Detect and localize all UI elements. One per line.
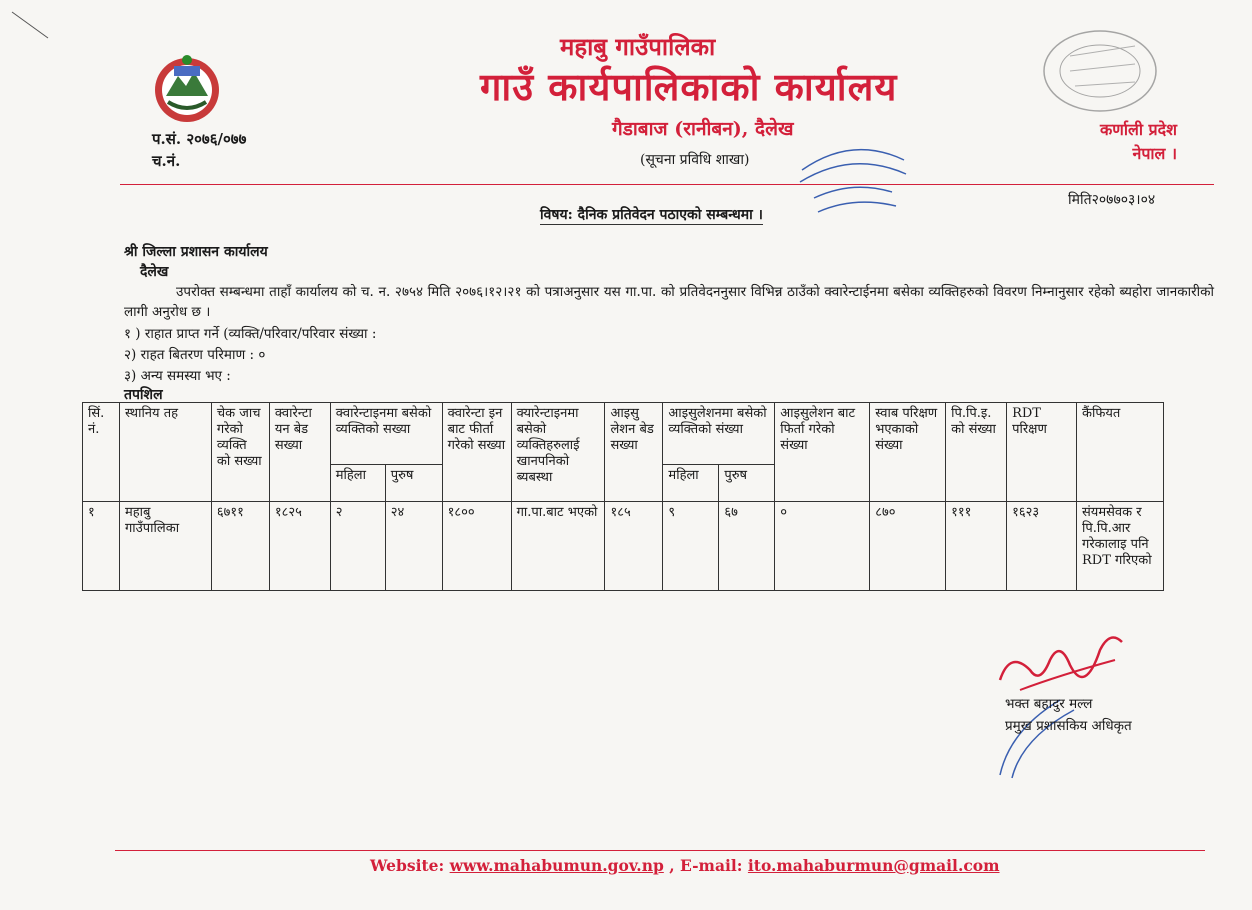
col-isolation-beds: आइसु लेशन बेड सख्या [605, 403, 663, 502]
col-quarantine-people: क्वारेन्टाइनमा बसेको व्यक्तिको सख्या [330, 403, 442, 465]
letter-date: मिति२०७७०३।०४ [1068, 192, 1156, 208]
nepal-emblem-icon [150, 52, 224, 124]
signatory-title: प्रमुख प्रशासकिय अधिकृत [1005, 718, 1132, 734]
letter-body: उपरोक्त सम्बन्धमा ताहाँ कार्यालय को च. न. २७५४ मिति २०७६।१२।२१ को पत्राअनुसार यस गा.पा. को प्रतिवेदननुसार विभिन्न ठाउँको क्वारेन्टाईनमा बसेका व्यक्तिहरुको विवरण निम्नानुसार रहेको ब्यहोरा जानकारीको लागी अनुरोध छ । [124, 284, 1214, 320]
cell-isolation-male: ६७ [719, 502, 775, 591]
cell-rdt: १६२३ [1007, 502, 1077, 591]
cell-quarantine-returned: १८०० [442, 502, 511, 591]
reference-block [152, 128, 246, 172]
cell-remarks: संयमसेवक र पि.पि.आर गरेकालाइ पनि RDT गरिएको [1077, 502, 1164, 591]
dispatch-number: च.नं. [152, 152, 181, 170]
footer-divider [115, 850, 1205, 851]
col-local-level: स्थानिय तह [119, 403, 211, 502]
office-location: गैडाबाज (रानीबन), दैलेख [612, 118, 794, 140]
email-label: , E-mail: [669, 856, 743, 875]
addressee-district: दैलेख [140, 264, 169, 280]
cell-quarantine-food: गा.पा.बाट भएको [511, 502, 605, 591]
col-quarantine-male: पुरुष [385, 465, 442, 502]
item-relief-quantity: २) राहत बितरण परिमाण : ० [124, 347, 266, 363]
reference-number: प.सं. २०७६/०७७ [152, 130, 247, 148]
item-relief-recipients: १ ) राहात प्राप्त गर्ने (व्यक्ति/परिवार/परिवार संख्या : [124, 326, 377, 342]
col-isolation-male: पुरुष [719, 465, 775, 502]
province-line1: कर्णाली प्रदेश [1100, 120, 1178, 139]
footer [370, 856, 1000, 875]
office-stamp-icon [1040, 26, 1160, 116]
org-name: महाबु गाउँपालिका [560, 32, 716, 61]
cell-quarantine-female: २ [330, 502, 385, 591]
col-isolation-female: महिला [663, 465, 719, 502]
col-ppe: पि.पि.इ. को संख्या [946, 403, 1007, 502]
signature-mark [990, 620, 1130, 700]
header-row [83, 403, 1164, 465]
details-heading: तपशिल [124, 387, 163, 403]
cell-isolation-female: ९ [663, 502, 719, 591]
col-quarantine-female: महिला [330, 465, 385, 502]
cell-local-level: महाबु गाउँपालिका [119, 502, 211, 591]
province-line2: नेपाल । [1132, 144, 1178, 163]
letter-items [124, 324, 376, 387]
province-block [1100, 118, 1177, 166]
col-sn: सिं. नं. [83, 403, 120, 502]
col-rdt: RDT परिक्षण [1007, 403, 1077, 502]
website-label: Website: [370, 856, 445, 875]
signatory-block [1005, 693, 1132, 737]
col-isolation-returned: आइसुलेशन बाट फिर्ता गरेको संख्या [775, 403, 870, 502]
addressee [124, 242, 268, 282]
col-quarantine-food: क्यारेन्टाइनमा बसेको व्यक्तिहरुलाई खानपनिको ब्यबस्था [511, 403, 605, 502]
col-isolation-people: आइसुलेशनमा बसेको व्यक्तिको संख्या [663, 403, 775, 465]
cell-quarantine-beds: १८२५ [269, 502, 330, 591]
col-checked: चेक जाच गरेको व्यक्ति को सख्या [211, 403, 269, 502]
signatory-name: भक्त बहादुर मल्ल [1005, 696, 1093, 712]
table-row [83, 502, 1164, 591]
cell-isolation-returned: ० [775, 502, 870, 591]
cell-checked: ६७११ [211, 502, 269, 591]
letter-subject: विषय: दैनिक प्रतिवेदन पठाएको सम्बन्धमा । [540, 207, 763, 223]
cell-ppe: १११ [946, 502, 1007, 591]
quarantine-report-table [82, 402, 1164, 591]
cell-swab: ८७० [870, 502, 946, 591]
cell-isolation-beds: १८५ [605, 502, 663, 591]
office-title: गाउँ कार्यपालिकाको कार्यालय [480, 64, 898, 109]
item-other-problems: ३) अन्य समस्या भए : [124, 368, 231, 384]
addressee-office: श्री जिल्ला प्रशासन कार्यालय [124, 244, 268, 260]
cell-sn: १ [83, 502, 120, 591]
col-remarks: कैंफियत [1077, 403, 1164, 502]
municipality-seal-icon [792, 140, 912, 220]
branch-name: (सूचना प्रविधि शाखा) [640, 152, 750, 168]
cell-quarantine-male: २४ [385, 502, 442, 591]
website-link[interactable]: www.mahabumun.gov.np [449, 856, 664, 875]
fold-mark [10, 10, 50, 40]
email-link[interactable]: ito.mahaburmun@gmail.com [747, 856, 1000, 875]
col-swab: स्वाब परिक्षण भएकाको संख्या [870, 403, 946, 502]
col-quarantine-returned: क्वारेन्टा इन बाट फीर्ता गरेको सख्या [442, 403, 511, 502]
header-divider [120, 184, 1214, 185]
col-quarantine-beds: क्वारेन्टा यन बेड सख्या [269, 403, 330, 502]
